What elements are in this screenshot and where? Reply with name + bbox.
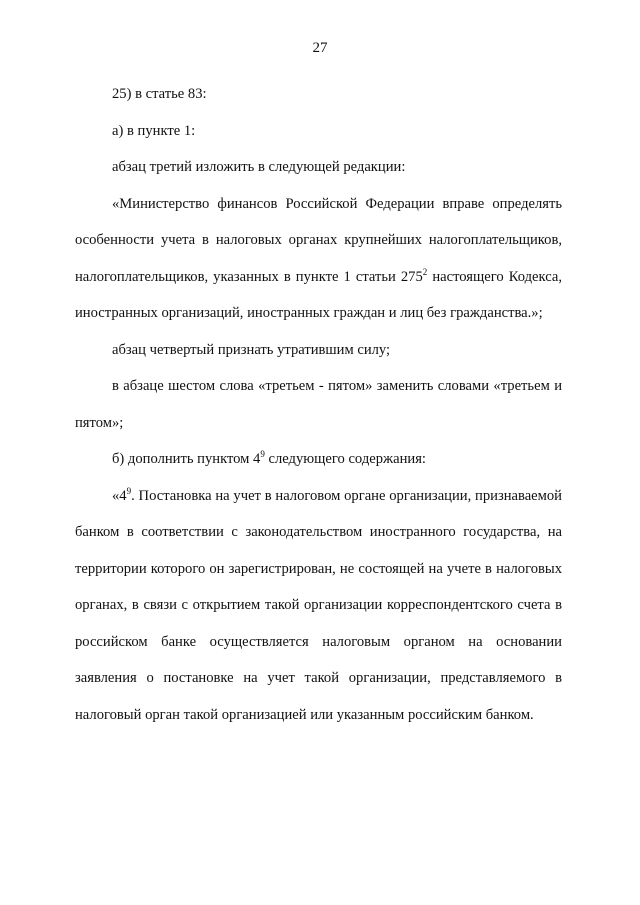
document-body (75, 76, 562, 733)
point-superscript: 9 (260, 449, 265, 459)
quoted-paragraph-3-text-part2: настоящего Кодекса, иностранных организаций, иностранных граждан и лиц без гражданства.»; (75, 268, 562, 321)
item-25-text: 25) в статье 83: (112, 86, 207, 102)
paragraph-3-instruction-text: абзац третий изложить в следующей редакции: (112, 159, 406, 175)
quoted-paragraph-3-text-part1: «Министерство финансов Российской Федерации вправе определять особенности учета в налоговых органах крупнейших налогоплательщиков, налогоплательщиков, указанных в пункте 1 статьи 275 (75, 195, 562, 285)
paragraph-6-instruction-text: в абзаце шестом слова «третьем - пятом» заменить словами «третьем и пятом»; (75, 378, 562, 431)
quoted-point-text-part2: . Постановка на учет в налоговом органе организации, признаваемой банком в соответствии с законодательством иностранного государства, на территории которого он зарегистрирован, не состоящей на учете в налоговых органах, в связи с открытием такой организации корреспондентского счета в российском банке осуществляется налоговым органом на основании заявления о постановке на учет такой организации, представляемого в налоговый орган такой организацией или указанным российским банком. (75, 487, 562, 723)
quoted-point-superscript: 9 (126, 485, 132, 496)
item-25-heading (75, 76, 562, 113)
subitem-b-text-part2: следующего содержания: (264, 451, 426, 467)
paragraph-6-instruction (75, 368, 562, 441)
page-number: 27 (312, 40, 328, 56)
quoted-point-text-part1: «4 (112, 487, 127, 504)
paragraph-4-instruction (75, 332, 562, 369)
subitem-a-text: а) в пункте 1: (112, 122, 196, 139)
paragraph-3-instruction (75, 149, 562, 186)
subitem-b-text-part1: б) дополнить пунктом 4 (112, 451, 261, 467)
subitem-a-heading (75, 113, 562, 150)
quoted-paragraph-3 (75, 186, 562, 332)
paragraph-4-instruction-text: абзац четвертый признать утратившим силу; (112, 341, 391, 358)
article-superscript: 2 (422, 266, 428, 277)
quoted-point-4-9 (75, 478, 562, 734)
subitem-b-heading (75, 441, 562, 478)
